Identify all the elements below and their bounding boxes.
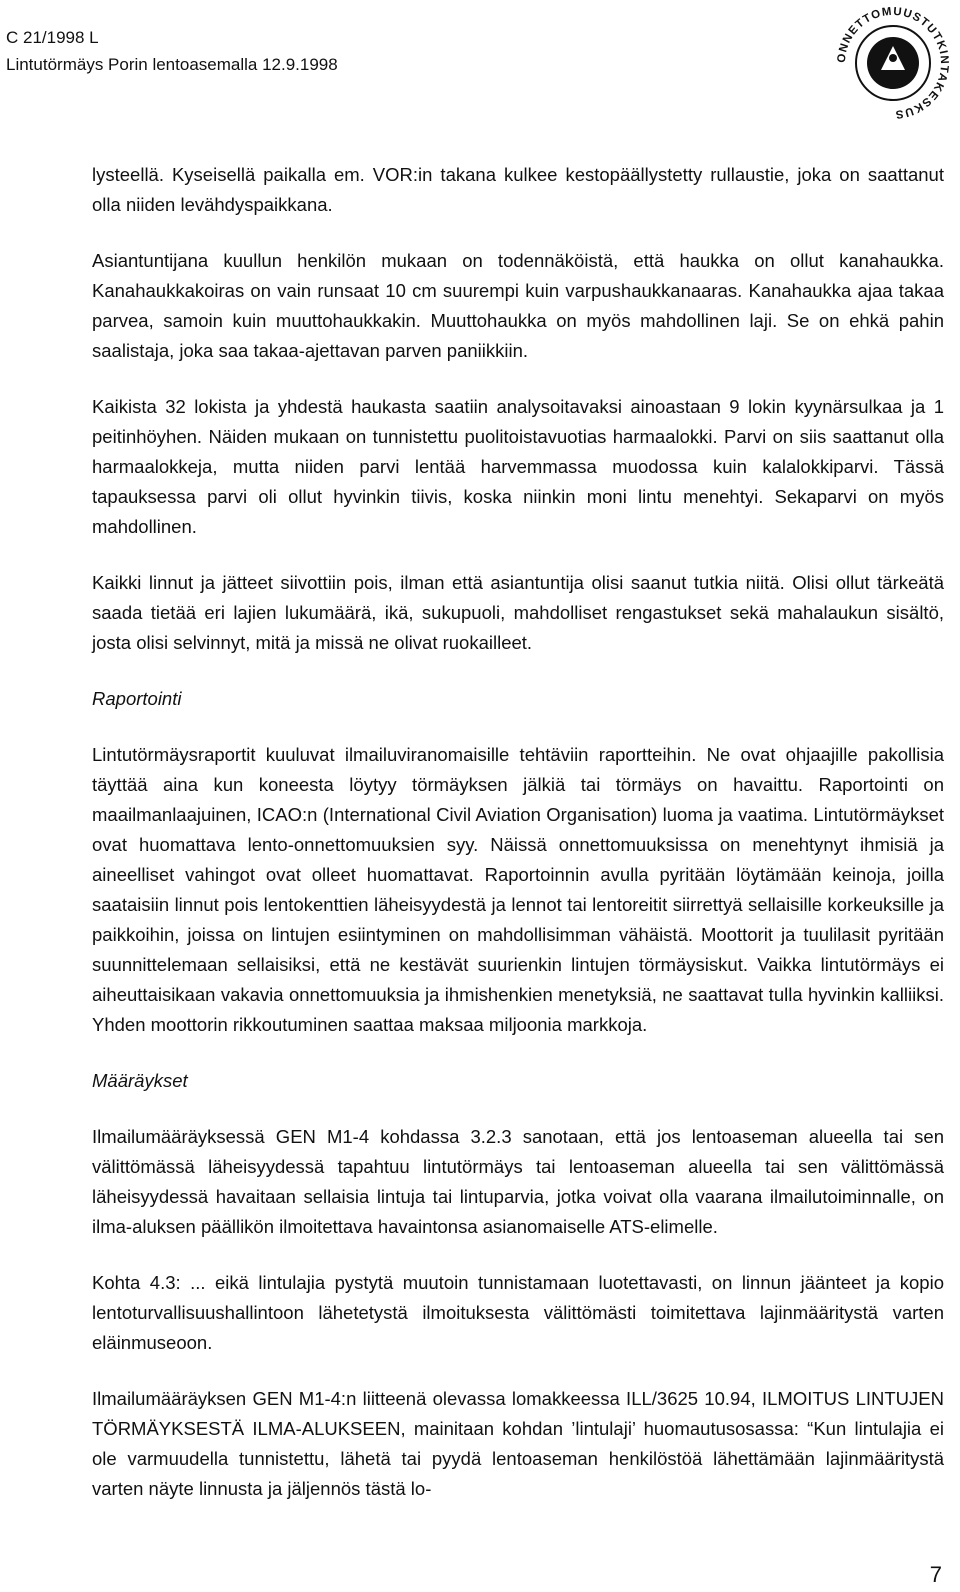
document-code: C 21/1998 L [6,28,99,47]
paragraph-liite: Ilmailumääräyksen GEN M1-4:n liitteenä olevassa lomakkeessa ILL/3625 10.94, ILMOITUS LINTUJEN TÖRMÄYKSESTÄ ILMA-ALUKSEEN, mainitaan kohdan ’lintulaji’ huomautusosassa: “Kun lintulajia ei ole varmuudella tunnistettu, lähetä tai pyydä lentoaseman henkilöstöä lähettämään lajinmääritystä varten näyte linnusta ja jäljennös tästä lo- [92,1388,944,1499]
document-header [6,24,338,78]
paragraph-kohta-4-3: Kohta 4.3: ... eikä lintulajia pystytä muutoin tunnistamaan luotettavasti, on linnun jäänteet ja kopio lentoturvallisuushallintoon lähetetystä ilmoituksesta välittömästi toimitettava lajinmääritystä varten eläinmuseoon. [92,1272,944,1353]
onnettomuustutkintakeskus-logo [830,0,956,126]
section-heading-raportointi: Raportointi [92,688,182,709]
paragraph-raportointi: Lintutörmäysraportit kuuluvat ilmailuviranomaisille tehtäviin raportteihin. Ne ovat ohjaajille pakollisia täyttää aina kun koneesta löytyy törmäyksen jälkiä tai törmäys on havaittu. Raportointi on maailmanlaajuinen, ICAO:n (International Civil Aviation Organisation) luoma ja vaatima. Lintutörmäykset ovat huomattava lento-onnettomuuksien syy. Näissä onnettomuuksissa on menehtynyt ihmisiä ja aineelliset vahingot ovat olleet huomattavat. Raportoinnin avulla pyritään löytämään keinoja, joilla saataisiin linnut pois lentokenttien läheisyydestä ja lennot tai lentoreitit siirrettyä sellaisille korkeuksille ja paikkoihin, joissa on lintujen esiintyminen on mahdollisimman vähäistä. Moottorit ja tuulilasit pyritään suunnittelemaan sellaisiksi, että ne kestävät suurienkin lintujen törmäysiskut. Vaikka lintutörmäys ei aiheuttaisikaan vakavia onnettomuuksia ja ihmishenkien menetyksiä, ne saattavat tulla hyvinkin kalliiksi. Yhden moottorin rikkoutuminen saattaa maksaa miljoonia markkoja. [92,744,944,1035]
paragraph-siivous: Kaikki linnut ja jätteet siivottiin pois, ilman että asiantuntija olisi saanut tutkia niitä. Olisi ollut tärkeätä saada tietää eri lajien lukumäärä, ikä, sukupuoli, mahdolliset rengastukset sekä mahalaukun sisältö, josta olisi selvinnyt, mitä ja missä ne olivat ruokailleet. [92,572,944,653]
paragraph-lokit: Kaikista 32 lokista ja yhdestä haukasta saatiin analysoitavaksi ainoastaan 9 lokin kyynärsulkaa ja 1 peitinhöyhen. Näiden mukaan on tunnistettu puolitoistavuotias harmaalokki. Parvi on siis saattanut olla harmaalokkeja, mutta niiden parvi lentää harvemmassa muodossa kuin kalalokkiparvi. Tässä tapauksessa parvi oli ollut hyvinkin tiivis, koska niinkin moni lintu menehtyi. Sekaparvi on myös mahdollinen. [92,396,944,537]
document-body [92,160,944,1530]
section-heading-maaraykset: Määräykset [92,1070,188,1091]
paragraph-levahdyspaikka: lysteellä. Kyseisellä paikalla em. VOR:in takana kulkee kestopäällystetty rullaustie, joka on saattanut olla niiden levähdyspaikkana. [92,164,944,215]
paragraph-kanahaukka: Asiantuntijana kuullun henkilön mukaan on todennäköistä, että haukka on ollut kanahaukka. Kanahaukkakoiras on vain runsaat 10 cm suurempi kuin varpushaukkanaaras. Kanahaukka ajaa takaa parvea, samoin kuin muuttohaukkakin. Muuttohaukka on myös mahdollinen laji. Se on ehkä pahin saalistaja, joka saa takaa-ajettavan parven paniikkiin. [92,250,944,361]
page-number: 7 [929,1562,942,1587]
document-title: Lintutörmäys Porin lentoasemalla 12.9.1998 [6,55,338,75]
paragraph-maaraykset: Ilmailumääräyksessä GEN M1-4 kohdassa 3.2.3 sanotaan, että jos lentoaseman alueella tai sen välittömässä läheisyydessä tapahtuu lintutörmäys tai lentoaseman alueella tai sen välittömässä läheisyydessä havaitaan sellaisia lintuja tai lintuparvia, jotka voivat olla vaarana ilmailutoiminnalle, on ilma-aluksen päällikön ilmoitettava havaintonsa asianomaiselle ATS-elimelle. [92,1126,944,1237]
logo-text: ONNETTOMUUSTUTKINTAKESKUS [835,5,951,121]
